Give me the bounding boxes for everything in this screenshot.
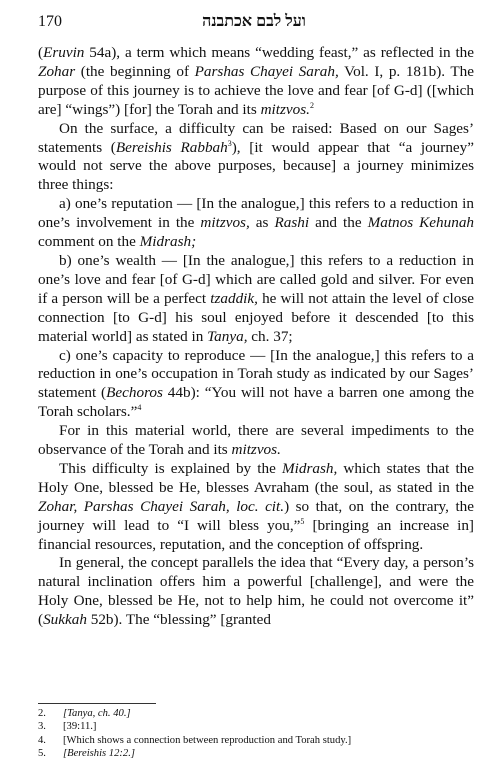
footnote [38, 734, 474, 747]
paragraph [38, 347, 474, 423]
text-run: Vol. I, p. 181b). The purpose of this journey is to achieve the love and fear [of G-d] ([which are] “wings”) [for] the Torah and its [38, 62, 475, 118]
text-run: This difficulty is explained by the [59, 459, 282, 477]
text-run: ), [it would appear that “a journey” would not serve the above purposes, because] a journey minimizes three things: [38, 138, 474, 194]
footnote-text [63, 734, 351, 747]
footnote [38, 707, 474, 720]
footnote-ref: 5 [300, 516, 305, 526]
footnote [38, 720, 474, 733]
text-run: Zohar, Parshas Chayei Sarah, loc. cit. [38, 497, 285, 515]
paragraph [38, 422, 474, 460]
text-run: [Bereishis 12:2.] [63, 747, 135, 759]
footnote-ref: 4 [137, 403, 142, 413]
text-run: 54a), a term which means “wedding feast,” as reflected in the [84, 44, 474, 61]
text-run: he will not attain the level of close connection [to G-d] his soul enjoyed before it descended [to this material world] as stated in [38, 289, 474, 345]
footnote-text [63, 707, 131, 720]
text-run: 52b). The “blessing” [granted [86, 611, 271, 629]
text-run: [Which shows a connection between reproduction and Torah study.] [63, 734, 352, 746]
text-run: Eruvin [43, 44, 85, 61]
text-run: Tanya, [207, 327, 248, 345]
text-run: [bringing an increase in] financial resources, reputation, and the conception of offspring. [38, 516, 474, 553]
page-header [38, 13, 470, 35]
paragraph [38, 120, 474, 196]
text-run: mitzvos. [260, 100, 310, 118]
text-run: and the [309, 214, 368, 232]
text-run: Bereishis Rabbah [115, 138, 228, 156]
text-run: ch. 37; [247, 327, 293, 345]
footnote-number: 2. [38, 708, 46, 719]
text-run: For in this material world, there are several impediments to the observance of the Torah and its [38, 422, 474, 459]
paragraph [38, 44, 474, 120]
footnote-number: 3. [38, 721, 46, 733]
text-run: as [249, 214, 275, 232]
footnote-ref: 2 [309, 100, 314, 110]
text-run: (the beginning of [75, 62, 195, 80]
text-run: mitzvos. [231, 441, 281, 459]
text-run: Midrash; [139, 233, 197, 251]
text-run: [39:11.] [63, 721, 97, 733]
text-run: b) one’s wealth — [In the analogue,] this refers to a reduction in one’s love and fear [of G-d] which are called gold and silver. For even if a person will be a perfect [38, 251, 474, 307]
footnote-text [63, 720, 96, 733]
text-run: Rashi [274, 214, 310, 232]
running-title: ועל לבם אכתבנה [202, 13, 306, 30]
footnote-number: 4. [38, 734, 46, 746]
footnote-ref: 3 [227, 138, 232, 148]
text-run: Matnos Kehunah [367, 214, 475, 232]
text-run: mitzvos, [200, 214, 250, 232]
footnotes [38, 707, 474, 760]
text-run: c) one’s capacity to reproduce — [In the analogue,] this refers to a reduction in one’s occupation in Torah study as indicated by our Sages’ statement ( [38, 346, 474, 402]
text-run: Sukkah [43, 611, 87, 629]
text-run: 44b): “You will not have a barren one among the Torah scholars.” [38, 384, 474, 421]
footnote-divider [38, 703, 156, 704]
text-run: a) one’s reputation — [In the analogue,] this refers to a reduction in one’s involvement in the [38, 195, 474, 232]
text-run: [Tanya, ch. 40.] [63, 708, 131, 719]
text-run: On the surface, a difficulty can be raised: Based on our Sages’ statements ( [38, 119, 474, 156]
footnote-text [63, 747, 135, 760]
text-run: which states that the Holy One, blessed be He, blesses Avraham (the soul, as stated in the [38, 459, 475, 496]
text-run: In general, the concept parallels the idea that “Every day, a person’s natural inclination offers him a powerful [challenge], and were the Holy One, blessed be He, not to help him, he could not overcome it” ( [38, 554, 474, 629]
text-run: comment on the [38, 233, 140, 251]
footnote [38, 747, 474, 760]
text-run: ( [38, 44, 44, 61]
text-run: Parshas Chayei Sarah, [194, 62, 339, 80]
text-run: Midrash, [281, 459, 338, 477]
page-number: 170 [38, 13, 62, 30]
text-run: Bechoros [106, 384, 163, 402]
footnote-number: 5. [38, 747, 46, 759]
text-run: ) so that, on the contrary, the journey will lead to “I will bless you,” [38, 497, 474, 534]
body-text [38, 44, 474, 630]
paragraph [38, 554, 474, 630]
text-run: Zohar [38, 62, 76, 80]
paragraph [38, 195, 474, 252]
paragraph [38, 252, 474, 347]
text-run: tzaddik, [210, 289, 258, 307]
paragraph [38, 460, 474, 555]
